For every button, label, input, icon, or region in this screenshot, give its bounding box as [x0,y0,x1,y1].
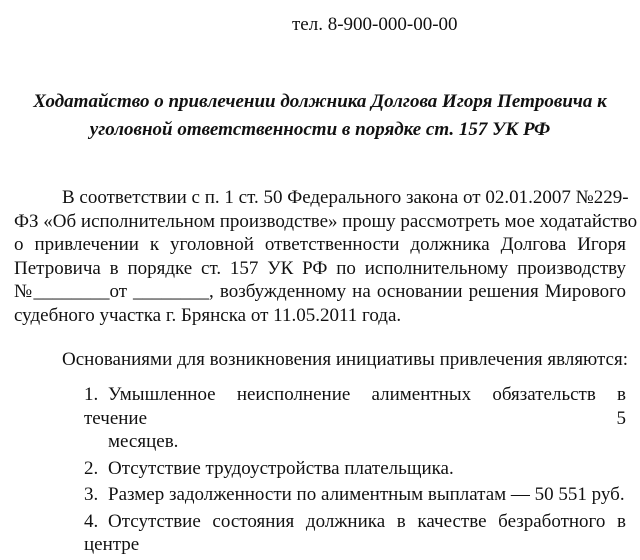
list-item [84,457,626,481]
title-line-2: уголовной ответственности в порядке ст. 157 УК РФ [89,119,551,140]
title-line-1: Ходатайство о привлечении должника Долгова Игоря Петровича к [33,91,607,112]
body-paragraph [14,186,638,327]
list-item-text: Умышленное неисполнение алиментных обязательств в течение 5 [84,384,626,429]
phone-number: тел. 8-900-000-00-00 [292,14,458,35]
body-line-3: о привлечении к уголовной ответственности должника Долгова Игоря [14,234,626,255]
body-line-6: судебного участка г. Брянска от 11.05.2011 года. [14,304,402,326]
list-number: 4. [84,510,99,532]
list-item-text: Отсутствие трудоустройства плательщика. [108,457,454,479]
list-item-line [84,510,626,557]
list-item-line [84,383,626,430]
body-line-1: В соответствии с п. 1 ст. 50 Федерального закона от 02.01.2007 №229- [62,187,629,208]
list-number: 3. [84,484,99,505]
body-line-4: Петровича в порядке ст. 157 УК РФ по исполнительному производству [14,257,626,279]
body-line-2: ФЗ «Об исполнительном производстве» прошу рассмотреть мое ходатайство [14,210,638,232]
grounds-list [84,383,626,560]
list-item [84,383,626,454]
list-number: 2. [84,457,99,479]
list-number: 1. [84,384,99,405]
list-item [84,483,626,507]
list-item-text: Отсутствие состояния должника в качестве безработного в центре [84,510,626,555]
list-item-continuation: месяцев. [108,431,179,452]
list-item [84,510,626,557]
list-item-text: Размер задолженности по алиментным выплатам — 50 551 руб. [108,484,625,505]
grounds-intro: Основаниями для возникновения инициативы привлечения являются: [62,349,628,370]
body-line-5: №________от ________, возбужденному на основании решения Мирового [14,281,626,302]
document-title [22,88,618,144]
